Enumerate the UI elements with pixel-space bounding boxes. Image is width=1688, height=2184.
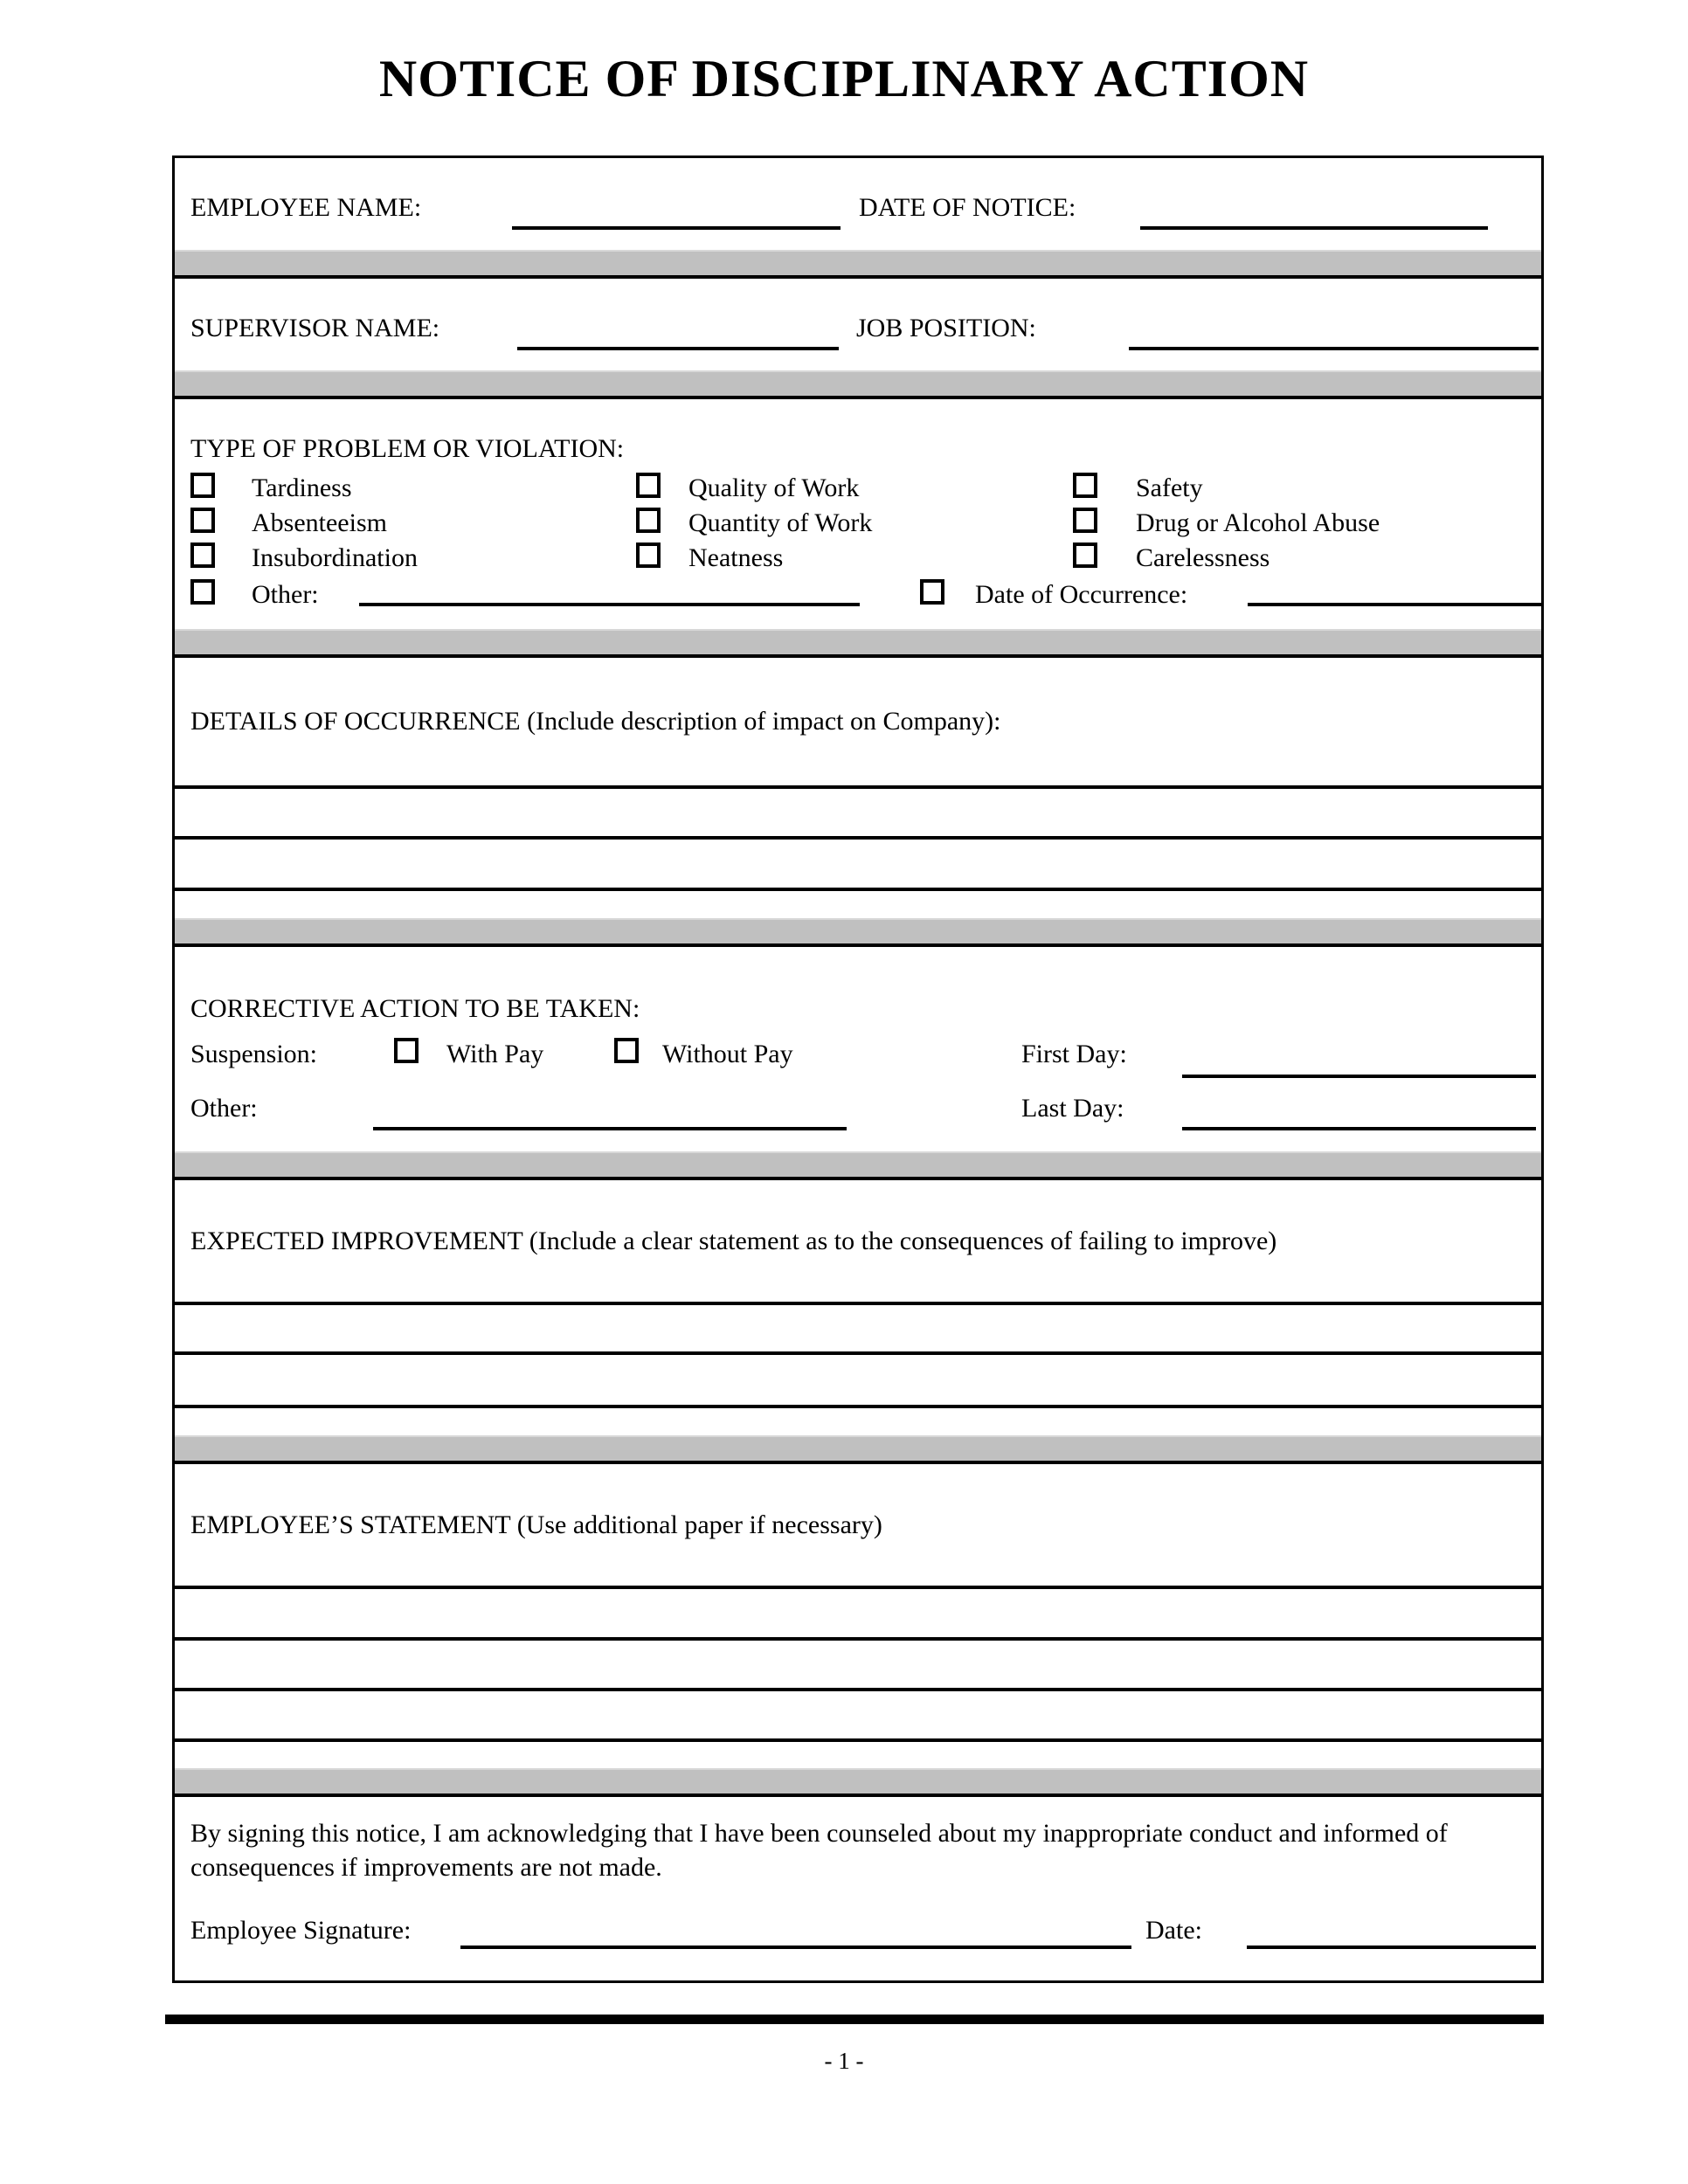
carelessness-label: Carelessness xyxy=(1136,543,1270,572)
supervisor-name-field-line[interactable] xyxy=(517,347,839,350)
without-pay-label: Without Pay xyxy=(662,1040,793,1068)
violation-heading: TYPE OF PROBLEM OR VIOLATION: xyxy=(190,434,625,463)
details-writing-line-3[interactable] xyxy=(175,891,1541,918)
first-day-label: First Day: xyxy=(1021,1040,1127,1068)
section-separator xyxy=(175,370,1541,399)
job-position-label: JOB POSITION: xyxy=(856,314,1036,342)
statement-writing-line-3[interactable] xyxy=(175,1691,1541,1742)
corrective-other-label: Other: xyxy=(190,1094,258,1123)
quality-of-work-checkbox[interactable] xyxy=(636,473,661,498)
employee-name-label: EMPLOYEE NAME: xyxy=(190,193,422,222)
date-of-notice-field-line[interactable] xyxy=(1140,226,1488,230)
corrective-action-section xyxy=(175,947,1541,1151)
drug-alcohol-abuse-checkbox[interactable] xyxy=(1073,508,1097,533)
signature-date-field-line[interactable] xyxy=(1247,1946,1536,1949)
statement-writing-line-4[interactable] xyxy=(175,1742,1541,1768)
suspension-label: Suspension: xyxy=(190,1040,318,1068)
date-of-occurrence-label: Date of Occurrence: xyxy=(975,580,1188,609)
page-number: - 1 - xyxy=(824,2048,864,2074)
violation-other-checkbox[interactable] xyxy=(190,579,215,605)
safety-checkbox[interactable] xyxy=(1073,473,1097,498)
details-writing-line-2[interactable] xyxy=(175,840,1541,891)
absenteeism-label: Absenteeism xyxy=(252,508,387,537)
identification-row-2 xyxy=(175,279,1541,370)
supervisor-name-label: SUPERVISOR NAME: xyxy=(190,314,440,342)
employee-statement-heading: EMPLOYEE’S STATEMENT (Use additional paper if necessary) xyxy=(190,1510,882,1539)
tardiness-checkbox[interactable] xyxy=(190,473,215,498)
employee-statement-header xyxy=(175,1464,1541,1589)
section-separator xyxy=(175,250,1541,279)
details-section-header xyxy=(175,658,1541,789)
employee-name-field-line[interactable] xyxy=(512,226,841,230)
section-separator xyxy=(175,629,1541,658)
identification-row-1 xyxy=(175,158,1541,250)
drug-alcohol-abuse-label: Drug or Alcohol Abuse xyxy=(1136,508,1380,537)
with-pay-checkbox[interactable] xyxy=(394,1038,419,1063)
statement-writing-line-2[interactable] xyxy=(175,1641,1541,1691)
safety-label: Safety xyxy=(1136,473,1203,502)
quality-of-work-label: Quality of Work xyxy=(688,473,860,502)
expected-improvement-heading: EXPECTED IMPROVEMENT (Include a clear statement as to the consequences of failing to improve) xyxy=(190,1226,1277,1255)
employee-signature-label: Employee Signature: xyxy=(190,1916,412,1945)
expected-improvement-header xyxy=(175,1180,1541,1305)
corrective-other-field-line[interactable] xyxy=(373,1127,847,1130)
improvement-writing-line-1[interactable] xyxy=(175,1305,1541,1355)
last-day-field-line[interactable] xyxy=(1182,1127,1536,1130)
quantity-of-work-checkbox[interactable] xyxy=(636,508,661,533)
absenteeism-checkbox[interactable] xyxy=(190,508,215,533)
violation-section xyxy=(175,399,1541,629)
with-pay-label: With Pay xyxy=(446,1040,544,1068)
page-title: NOTICE OF DISCIPLINARY ACTION xyxy=(378,50,1310,107)
insubordination-label: Insubordination xyxy=(252,543,418,572)
job-position-field-line[interactable] xyxy=(1129,347,1539,350)
statement-writing-line-1[interactable] xyxy=(175,1589,1541,1641)
last-day-label: Last Day: xyxy=(1021,1094,1124,1123)
details-heading: DETAILS OF OCCURRENCE (Include description of impact on Company): xyxy=(190,707,1001,736)
section-separator xyxy=(175,1768,1541,1797)
violation-other-label: Other: xyxy=(252,580,319,609)
acknowledgment-section xyxy=(175,1797,1541,1980)
neatness-label: Neatness xyxy=(688,543,784,572)
carelessness-checkbox[interactable] xyxy=(1073,543,1097,568)
section-separator xyxy=(175,918,1541,947)
tardiness-label: Tardiness xyxy=(252,473,352,502)
corrective-action-heading: CORRECTIVE ACTION TO BE TAKEN: xyxy=(190,994,640,1023)
footer-rule xyxy=(165,2015,1544,2024)
form-box xyxy=(172,156,1544,1983)
date-of-occurrence-field-line[interactable] xyxy=(1248,603,1541,606)
quantity-of-work-label: Quantity of Work xyxy=(688,508,873,537)
date-of-notice-label: DATE OF NOTICE: xyxy=(859,193,1076,222)
date-of-occurrence-checkbox[interactable] xyxy=(920,579,944,605)
details-writing-line-1[interactable] xyxy=(175,789,1541,840)
neatness-checkbox[interactable] xyxy=(636,543,661,568)
improvement-writing-line-3[interactable] xyxy=(175,1408,1541,1435)
section-separator xyxy=(175,1435,1541,1464)
signature-date-label: Date: xyxy=(1145,1916,1202,1945)
acknowledgment-text: By signing this notice, I am acknowledging that I have been counseled about my inappropriate conduct and informed of consequences if improvements are not made. xyxy=(190,1819,1448,1882)
employee-signature-field-line[interactable] xyxy=(460,1946,1131,1949)
violation-other-field-line[interactable] xyxy=(359,603,860,606)
improvement-writing-line-2[interactable] xyxy=(175,1355,1541,1408)
section-separator xyxy=(175,1151,1541,1180)
insubordination-checkbox[interactable] xyxy=(190,543,215,568)
first-day-field-line[interactable] xyxy=(1182,1075,1536,1078)
without-pay-checkbox[interactable] xyxy=(614,1038,639,1063)
